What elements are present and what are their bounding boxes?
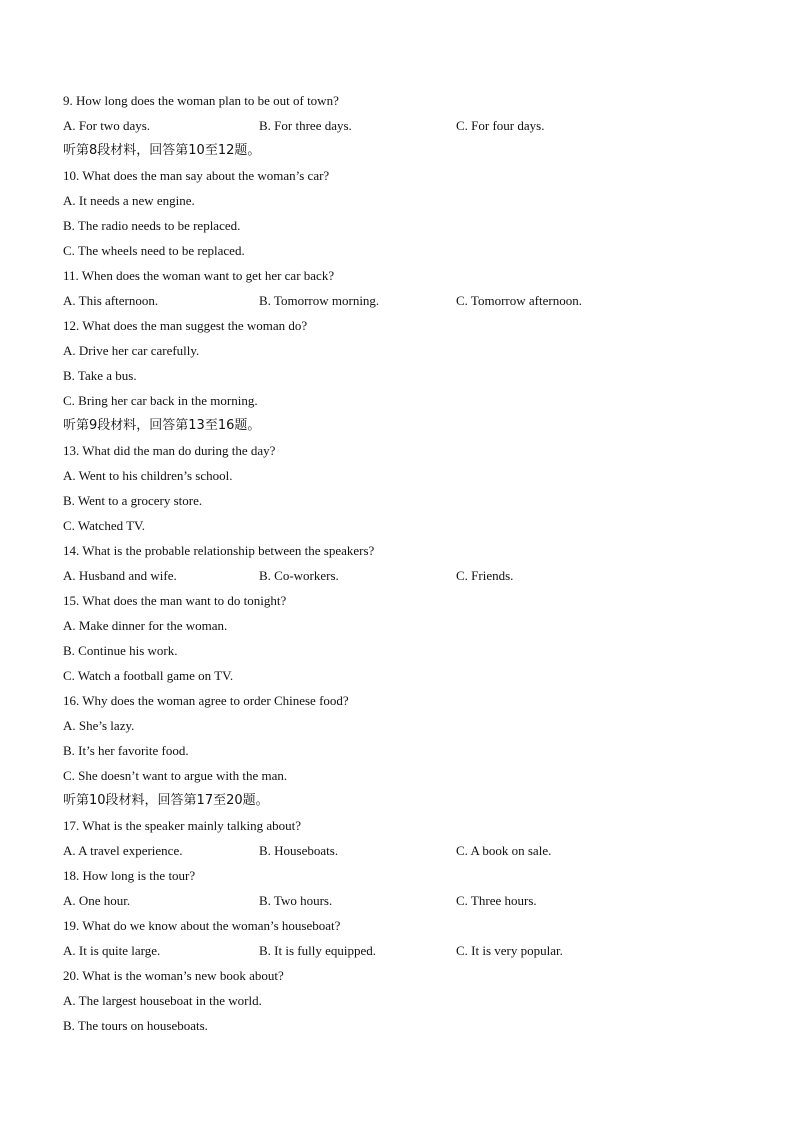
answer-option-b: B. Houseboats. — [259, 843, 339, 858]
answer-option: A. Drive her car carefully. — [63, 343, 200, 358]
question-text: 17. What is the speaker mainly talking about? — [63, 818, 302, 833]
question-text: 11. When does the woman want to get her car back? — [63, 268, 335, 283]
answer-option-a: A. Husband and wife. — [63, 568, 177, 583]
answer-option: A. Make dinner for the woman. — [63, 618, 228, 633]
question-text: 19. What do we know about the woman’s houseboat? — [63, 918, 341, 933]
question-text: 9. How long does the woman plan to be out of town? — [63, 93, 339, 108]
answer-option-c: C. It is very popular. — [456, 943, 563, 958]
answer-option: B. It’s her favorite food. — [63, 743, 189, 758]
section-instruction: 听第8段材料，回答第10至12题。 — [63, 143, 261, 158]
answer-option: B. The radio needs to be replaced. — [63, 218, 241, 233]
answer-option-c: C. Friends. — [456, 568, 514, 583]
answer-option-a: A. This afternoon. — [63, 293, 159, 308]
answer-option: C. Watch a football game on TV. — [63, 668, 234, 683]
question-text: 12. What does the man suggest the woman do? — [63, 318, 308, 333]
answer-option-b: B. Two hours. — [259, 893, 333, 908]
option-row — [63, 888, 743, 913]
answer-option: A. It needs a new engine. — [63, 193, 195, 208]
answer-option-b: B. Co-workers. — [259, 568, 339, 583]
answer-option-c: C. A book on sale. — [456, 843, 552, 858]
answer-option-a: A. It is quite large. — [63, 943, 161, 958]
option-row — [63, 938, 743, 963]
option-row — [63, 113, 743, 138]
option-row — [63, 563, 743, 588]
answer-option: A. She’s lazy. — [63, 718, 135, 733]
answer-option: A. The largest houseboat in the world. — [63, 993, 262, 1008]
section-instruction: 听第9段材料，回答第13至16题。 — [63, 418, 261, 433]
answer-option-c: C. Tomorrow afternoon. — [456, 293, 582, 308]
question-text: 20. What is the woman’s new book about? — [63, 968, 284, 983]
answer-option: C. Watched TV. — [63, 518, 146, 533]
answer-option: A. Went to his children’s school. — [63, 468, 233, 483]
document-page — [63, 88, 743, 1038]
answer-option-b: B. Tomorrow morning. — [259, 293, 380, 308]
question-text: 16. Why does the woman agree to order Chinese food? — [63, 693, 349, 708]
answer-option: C. Bring her car back in the morning. — [63, 393, 258, 408]
answer-option: C. She doesn’t want to argue with the man. — [63, 768, 288, 783]
question-text: 10. What does the man say about the woman’s car? — [63, 168, 330, 183]
question-text: 13. What did the man do during the day? — [63, 443, 276, 458]
section-instruction: 听第10段材料，回答第17至20题。 — [63, 793, 269, 808]
answer-option-c: C. For four days. — [456, 118, 545, 133]
answer-option-a: A. One hour. — [63, 893, 131, 908]
answer-option-b: B. For three days. — [259, 118, 352, 133]
answer-option-b: B. It is fully equipped. — [259, 943, 376, 958]
question-text: 18. How long is the tour? — [63, 868, 196, 883]
answer-option: C. The wheels need to be replaced. — [63, 243, 245, 258]
question-text: 15. What does the man want to do tonight? — [63, 593, 287, 608]
answer-option-a: A. A travel experience. — [63, 843, 183, 858]
answer-option-c: C. Three hours. — [456, 893, 537, 908]
option-row — [63, 288, 743, 313]
question-text: 14. What is the probable relationship between the speakers? — [63, 543, 375, 558]
answer-option: B. Went to a grocery store. — [63, 493, 203, 508]
answer-option-a: A. For two days. — [63, 118, 151, 133]
answer-option: B. The tours on houseboats. — [63, 1018, 208, 1033]
answer-option: B. Take a bus. — [63, 368, 137, 383]
answer-option: B. Continue his work. — [63, 643, 178, 658]
option-row — [63, 838, 743, 863]
